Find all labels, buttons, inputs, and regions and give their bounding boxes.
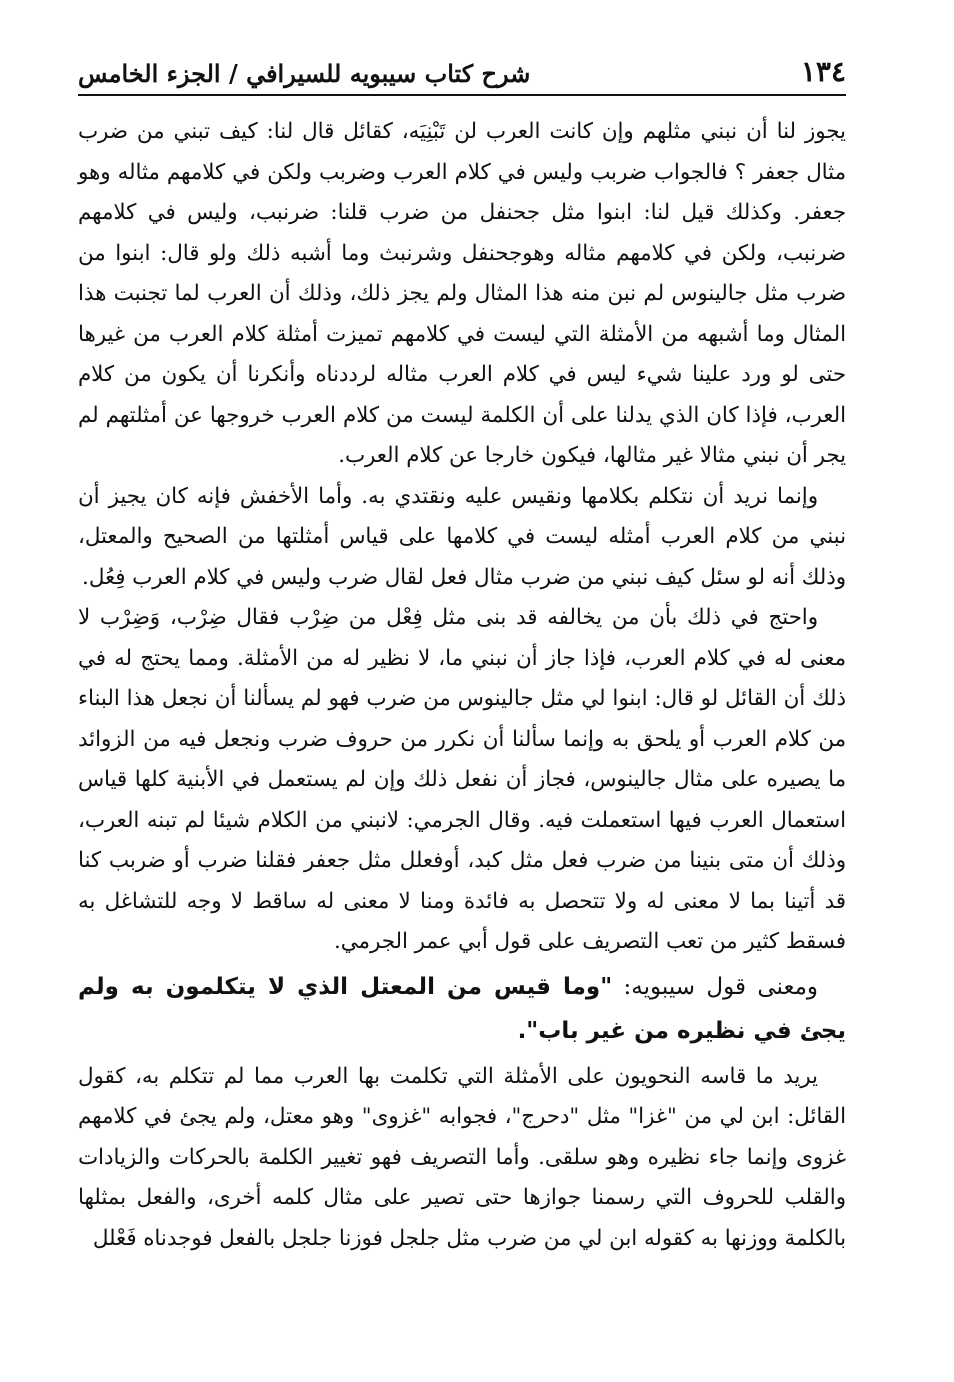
paragraph-2: وإنما نريد أن نتكلم بكلامها ونقيس عليه ونقتدي به. وأما الأخفش فإنه كان يجيز أن نبني من كلام العرب أمثله ليست في كلامها على قياس أمثلتها من الصحيح والمعتل، وذلك أنه لو سئل كيف نبني من ضرب مثال فعل لقال ضرب وليس في كلام العرب فِعُل. — [78, 483, 846, 590]
page-number: ١٣٤ — [800, 55, 846, 88]
paragraph-4: يريد ما قاسه النحويون على الأمثلة التي تكلمت بها العرب مما لم تتكلم به، كقول القائل: ابن لي من "غزا" مثل "دحرج"، فجوابه "غزوى" وهو معتل، ولم يجئ في كلامهم غزوى وإنما جاء نظيره وهو سلقى. وأما التصريف فهو تغيير الكلمة بالحركات والزيادات والقلب للحروف التي رسمنا جوازها حتى تصير على مثال كلمه أخرى، والفعل بمثلها بالكلمة ووزنها به كقوله ابن لي من ضرب مثل جلجل فوزنا جلجل بالفعل فوجدناه فَعْلل — [78, 1063, 846, 1251]
body-text — [78, 112, 846, 1259]
quote-lead: ومعنى قول سيبويه: — [612, 973, 819, 1000]
sibawayh-quote — [78, 965, 846, 1053]
quote-text: "وما قيس من المعتل الذي لا يتكلمون به ولم يجئ في نظيره من غير باب". — [78, 973, 846, 1044]
book-page — [78, 52, 846, 1352]
paragraph-1: يجوز لنا أن نبني مثلهم وإن كانت العرب لن تَبْنِيَه، كقائل قال لنا: كيف تبني من ضرب مثال جعفر ؟ فالجواب ضربب وليس في كلام العرب وضربب ولكن في كلامهم مثاله وهو جعفر. وكذلك قيل لنا: ابنوا مثل جحنفل من ضرب قلنا: ضرنبب، وليس في كلامهم ضرنبب، ولكن في كلامهم مثاله وهوجحنفل وشرنبث وما أشبه ذلك ولو قال: ابنوا من ضرب مثل جالينوس لم نبن منه هذا المثال ولم يجز ذلك، وذلك أن العرب لما تجنبت هذا المثال وما أشبهه من الأمثلة التي ليست في كلامهم تميزت أمثلة كلام العرب من غيرها حتى لو ورد علينا شيء ليس في كلام العرب مثاله لرددناه وأنكرنا أن يكون من كلام العرب، فإذا كان الذي يدلنا على أن الكلمة ليست من كلام العرب خروجها عن أمثلتهم لم يجر أن نبني مثالا غير مثالها، فيكون خارجا عن كلام العرب. — [78, 119, 846, 468]
page-header — [78, 52, 846, 96]
running-title: شرح كتاب سيبويه للسيرافي / الجزء الخامس — [78, 59, 531, 88]
paragraph-3: واحتج في ذلك بأن من يخالفه قد بنى مثل فِعْل من ضِرْب فقال ضِرْب، وَضِرْب لا معنى له في كلام العرب، فإذا جاز أن نبني ما، لا نظير له من الأمثلة. ومما يحتج له في ذلك أن القائل لو قال: ابنوا لي مثل جالينوس من ضرب فهو لم يسألنا أن نجعل هذا البناء من كلام العرب أو يلحق به وإنما سألنا أن نكرر من حروف ضرب ونجعل فيه من الزوائد ما يصيره على مثال جالينوس، فجاز أن نفعل ذلك وإن لم يستعمل في الأبنية كلها قياس استعمال العرب فيها استعملت فيه. وقال الجرمي: لانبني من الكلام شيئا لم تبنه العرب، وذلك أن متى بنينا من ضرب فعل مثل كبد، أوفعلل مثل جعفر فقلنا ضرب أو ضربب كنا قد أتينا بما لا معنى له ولا تتحصل به فائدة ومنا لا معنى له ساقط لا وجه للتشاغل به فسقط كثير من تعب التصريف على قول أبي عمر الجرمي. — [78, 605, 846, 954]
